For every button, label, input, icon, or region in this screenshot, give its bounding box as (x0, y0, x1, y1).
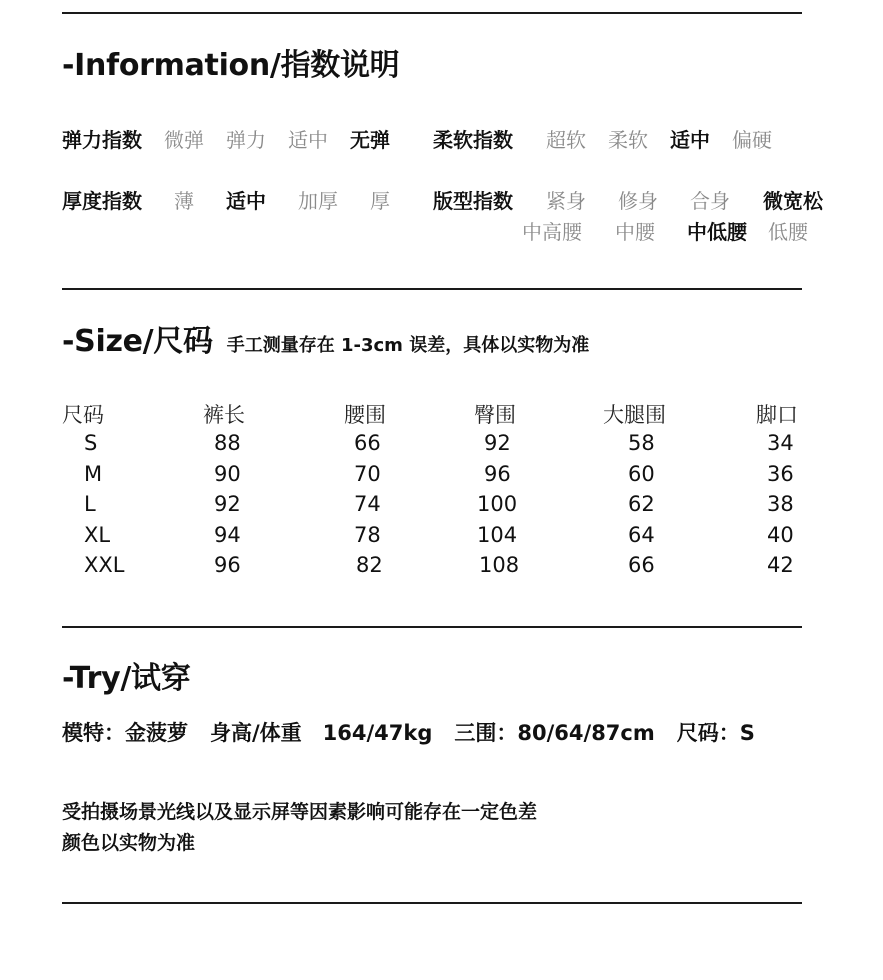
waist-option: 低腰 (768, 220, 808, 244)
size-note: 手工测量存在 1-3cm 误差，具体以实物为准 (226, 335, 590, 356)
elasticity-option: 弹力 (226, 128, 266, 152)
table-cell-hip: 92 (484, 431, 511, 455)
table-cell-hem: 42 (767, 553, 794, 577)
divider-top (62, 12, 802, 14)
divider-bottom (62, 902, 802, 904)
table-cell-length: 88 (214, 431, 241, 455)
divider-info-size (62, 288, 802, 290)
fit-option: 修身 (618, 189, 658, 213)
fit-option: 紧身 (546, 189, 586, 213)
elasticity-label: 弹力指数 (62, 128, 142, 152)
table-cell-waist: 78 (354, 523, 381, 547)
table-header-thigh: 大腿围 (603, 403, 666, 427)
table-header-hip: 臀围 (474, 403, 516, 427)
table-cell-hem: 36 (767, 462, 794, 486)
waist-option: 中腰 (615, 220, 655, 244)
table-header-length: 裤长 (203, 403, 245, 427)
size-title-text: -Size/尺码 (62, 324, 213, 359)
thickness-option: 加厚 (298, 189, 338, 213)
table-cell-hip: 108 (479, 553, 520, 577)
thickness-option: 薄 (174, 189, 194, 213)
table-cell-hem: 34 (767, 431, 794, 455)
thickness-label: 厚度指数 (62, 189, 142, 213)
table-header-waist: 腰围 (344, 403, 386, 427)
fit-option: 合身 (690, 189, 730, 213)
try-height-weight: 身高/体重 164/47kg (210, 721, 433, 745)
elasticity-option-selected: 无弹 (350, 128, 390, 152)
thickness-option-selected: 适中 (226, 189, 266, 213)
disclaimer-line-2: 颜色以实物为准 (62, 832, 196, 854)
table-cell-size: XL (84, 523, 111, 547)
elasticity-option: 适中 (288, 128, 328, 152)
try-measurements: 三围：80/64/87cm (454, 721, 655, 745)
table-cell-hip: 100 (477, 492, 518, 516)
elasticity-option: 微弹 (164, 128, 204, 152)
table-cell-hem: 40 (767, 523, 794, 547)
table-cell-hip: 96 (484, 462, 511, 486)
fit-option-selected: 微宽松 (763, 189, 823, 213)
size-title (62, 316, 589, 360)
table-cell-length: 94 (214, 523, 241, 547)
table-cell-waist: 82 (356, 553, 383, 577)
thickness-option: 厚 (370, 189, 390, 213)
table-cell-thigh: 62 (628, 492, 655, 516)
try-model: 模特：金菠萝 (62, 721, 188, 745)
softness-label: 柔软指数 (433, 128, 513, 152)
table-cell-size: XXL (84, 553, 125, 577)
table-cell-length: 92 (214, 492, 241, 516)
information-title: -Information/指数说明 (62, 48, 400, 83)
waist-option-selected: 中低腰 (687, 220, 747, 244)
table-cell-waist: 70 (354, 462, 381, 486)
try-details (62, 717, 777, 747)
table-cell-thigh: 58 (628, 431, 655, 455)
table-cell-hem: 38 (767, 492, 794, 516)
table-cell-thigh: 64 (628, 523, 655, 547)
table-cell-size: S (84, 431, 98, 455)
softness-option: 超软 (546, 128, 586, 152)
divider-size-try (62, 626, 802, 628)
table-cell-size: M (84, 462, 103, 486)
table-cell-size: L (84, 492, 96, 516)
table-cell-length: 90 (214, 462, 241, 486)
table-cell-length: 96 (214, 553, 241, 577)
table-cell-thigh: 66 (628, 553, 655, 577)
table-cell-hip: 104 (477, 523, 518, 547)
softness-option: 偏硬 (732, 128, 772, 152)
table-header-size: 尺码 (62, 403, 104, 427)
softness-option-selected: 适中 (670, 128, 710, 152)
softness-option: 柔软 (608, 128, 648, 152)
table-cell-waist: 74 (354, 492, 381, 516)
try-size: 尺码：S (676, 721, 755, 745)
table-header-hem: 脚口 (756, 403, 798, 427)
table-cell-waist: 66 (354, 431, 381, 455)
table-cell-thigh: 60 (628, 462, 655, 486)
try-title: -Try/试穿 (62, 661, 191, 696)
fit-label: 版型指数 (433, 189, 513, 213)
disclaimer-line-1: 受拍摄场景光线以及显示屏等因素影响可能存在一定色差 (62, 801, 538, 823)
waist-option: 中高腰 (522, 220, 582, 244)
